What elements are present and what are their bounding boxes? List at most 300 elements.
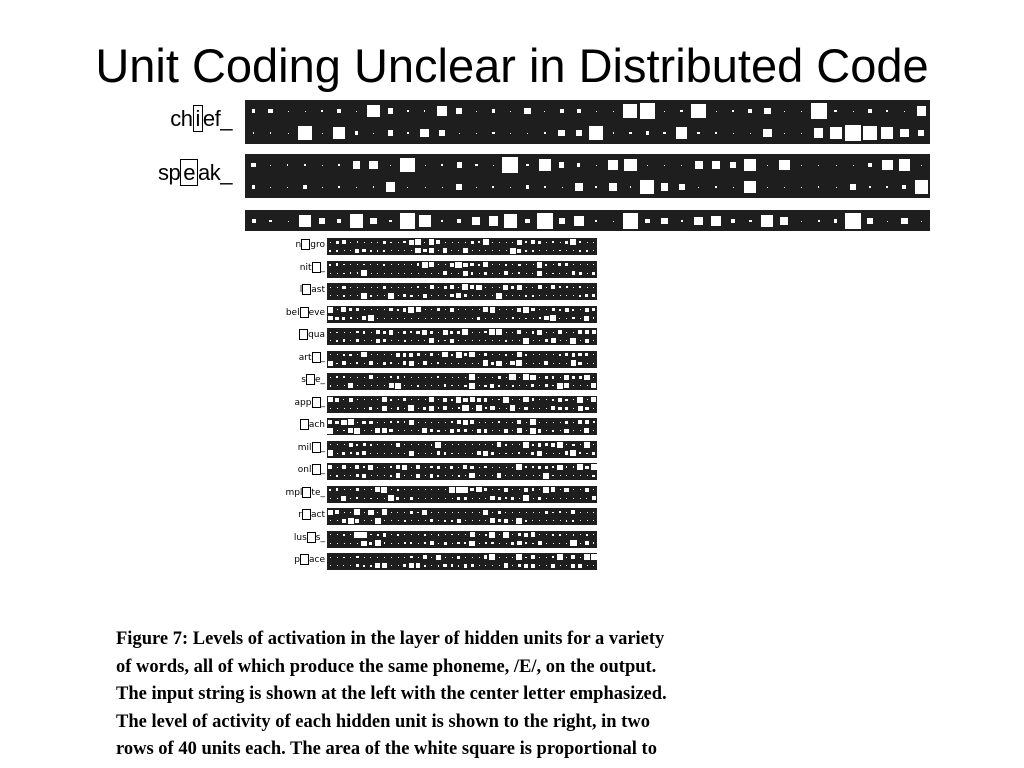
activation-square: [915, 180, 928, 193]
activation-square: [430, 353, 433, 356]
activation-square: [499, 340, 500, 341]
activation-square: [343, 264, 344, 265]
activation-square: [525, 250, 527, 252]
activation-square: [437, 466, 440, 469]
activation-square: [492, 565, 493, 566]
activation-square: [691, 104, 706, 119]
activation-square: [593, 534, 594, 535]
activation-square: [337, 520, 338, 521]
activation-square: [511, 497, 514, 500]
activation-square: [425, 309, 426, 310]
activation-square: [593, 317, 595, 319]
activation-square: [349, 398, 353, 402]
activation-square: [546, 565, 547, 566]
activation-square: [364, 520, 365, 521]
activation-square: [586, 534, 588, 536]
activation-square: [328, 316, 332, 320]
activation-square: [400, 158, 415, 173]
activation-square: [519, 444, 520, 445]
activation-square: [465, 318, 466, 319]
activation-square: [288, 221, 289, 222]
activation-square: [525, 354, 527, 356]
activation-square: [458, 534, 459, 535]
activation-square: [356, 497, 358, 499]
activation-square: [298, 126, 312, 140]
activation-square: [330, 340, 331, 341]
activation-square: [519, 377, 520, 378]
activation-square: [496, 361, 501, 366]
activation-square: [533, 475, 534, 476]
activation-square: [512, 520, 513, 521]
activation-square: [497, 473, 502, 478]
activation-square: [661, 183, 669, 191]
activation-square: [328, 307, 334, 313]
activation-square: [483, 262, 488, 267]
activation-square: [497, 442, 502, 447]
activation-square: [418, 444, 419, 445]
activation-square: [404, 542, 406, 544]
activation-square: [431, 565, 433, 567]
activation-square: [457, 331, 460, 334]
activation-square: [629, 132, 632, 135]
activation-square: [578, 330, 582, 334]
activation-square: [661, 218, 667, 224]
activation-square: [526, 422, 527, 423]
activation-square: [608, 160, 618, 170]
activation-square: [512, 399, 513, 400]
small-row: [270, 506, 610, 527]
input-string-label: s e_: [301, 375, 325, 385]
activation-square: [398, 565, 399, 566]
activation-square: [429, 338, 434, 343]
activation-square: [645, 219, 649, 223]
activation-square: [526, 430, 527, 431]
activation-square: [336, 363, 337, 364]
activation-square: [748, 109, 752, 113]
activation-square: [592, 475, 594, 477]
activation-square: [546, 273, 547, 274]
activation-square: [403, 308, 407, 312]
activation-square: [370, 453, 371, 454]
activation-square: [377, 512, 378, 513]
input-string-label: ch i ef_: [170, 106, 232, 131]
activation-square: [485, 377, 486, 378]
activation-square: [451, 534, 452, 535]
activation-square: [445, 309, 446, 310]
activation-square: [578, 420, 582, 424]
activation-square: [397, 309, 399, 311]
activation-square: [391, 489, 392, 490]
activation-square: [438, 565, 440, 567]
activation-square: [592, 496, 596, 500]
activation-square: [580, 385, 581, 386]
activation-square: [572, 317, 574, 319]
activation-square: [337, 498, 338, 499]
activation-square: [370, 498, 371, 499]
activation-square: [371, 287, 372, 288]
activation-square: [330, 498, 331, 499]
activation-square: [431, 557, 432, 558]
activation-square: [571, 555, 575, 559]
activation-square: [383, 286, 386, 289]
activation-square: [420, 129, 429, 138]
activation-square: [377, 309, 378, 310]
activation-square: [288, 111, 289, 112]
activation-square: [391, 250, 392, 251]
activation-square: [593, 444, 594, 445]
activation-square: [558, 407, 561, 410]
activation-square: [517, 428, 522, 433]
activation-square: [483, 451, 488, 456]
activation-square: [490, 518, 495, 523]
activation-square: [411, 475, 412, 476]
activation-square: [457, 556, 460, 559]
activation-square: [423, 294, 427, 298]
activation-square: [559, 453, 560, 454]
activation-square: [592, 272, 595, 275]
activation-square: [330, 444, 331, 445]
activation-square: [389, 220, 392, 223]
activation-square: [425, 318, 426, 319]
activation-square: [479, 273, 480, 274]
activation-square: [565, 353, 568, 356]
activation-square: [391, 453, 392, 454]
activation-square: [470, 263, 473, 266]
activation-square: [438, 422, 439, 423]
activation-square: [444, 520, 446, 522]
activation-square: [479, 250, 480, 251]
activation-square: [362, 316, 366, 320]
activation-square: [552, 534, 554, 536]
activation-square: [580, 543, 581, 544]
activation-square: [695, 161, 703, 169]
activation-square: [499, 273, 500, 274]
activation-square: [545, 339, 548, 342]
activation-square: [407, 110, 409, 112]
activation-square: [559, 543, 560, 544]
activation-square: [559, 318, 560, 319]
activation-square: [552, 376, 555, 379]
activation-square: [452, 475, 453, 476]
activation-square: [572, 309, 574, 311]
activation-square: [483, 510, 488, 515]
activation-square: [465, 363, 466, 364]
activation-square: [444, 384, 447, 387]
activation-square: [398, 340, 399, 341]
activation-square: [484, 429, 488, 433]
activation-square: [499, 430, 500, 431]
activation-square: [609, 183, 617, 191]
activation-square: [464, 294, 467, 297]
activation-square: [431, 489, 432, 490]
activation-square: [510, 111, 511, 112]
activation-square: [559, 250, 560, 251]
activation-square: [492, 109, 496, 113]
activation-square: [492, 273, 493, 274]
activation-square: [593, 565, 594, 566]
activation-square: [370, 534, 371, 535]
activation-square: [383, 362, 386, 365]
activation-square: [350, 264, 351, 265]
input-string-label: sp e ak_: [158, 160, 232, 185]
activation-square: [438, 399, 439, 400]
activation-square: [458, 242, 459, 243]
activation-square: [457, 519, 461, 523]
activation-square: [573, 264, 574, 265]
activation-square: [538, 466, 541, 469]
activation-square: [477, 451, 481, 455]
activation-square: [398, 399, 399, 400]
activation-square: [356, 474, 359, 477]
activation-square: [572, 353, 576, 357]
activation-square: [458, 250, 459, 251]
activation-square: [252, 109, 255, 112]
activation-square: [356, 362, 358, 364]
activation-square: [566, 520, 568, 522]
activation-square: [328, 361, 333, 366]
activation-square: [484, 385, 486, 387]
activation-square: [526, 453, 527, 454]
activation-square: [570, 540, 576, 546]
activation-square: [479, 534, 480, 535]
activation-square: [463, 263, 467, 267]
activation-square: [902, 185, 906, 189]
activation-square: [288, 133, 289, 134]
activation-square: [485, 565, 486, 566]
activation-square: [499, 565, 500, 566]
activation-square: [451, 363, 452, 364]
activation-square: [566, 557, 567, 558]
activation-square: [383, 241, 386, 244]
activation-square: [305, 111, 306, 112]
activation-square: [539, 557, 540, 558]
activation-square: [429, 248, 434, 253]
activation-square: [505, 264, 507, 266]
activation-square: [552, 399, 554, 401]
activation-square: [498, 519, 501, 522]
activation-square: [697, 132, 700, 135]
activation-square: [388, 108, 393, 113]
activation-square: [512, 309, 513, 310]
activation-square: [330, 332, 331, 333]
activation-square: [444, 286, 447, 289]
activation-square: [730, 162, 737, 169]
activation-square: [640, 103, 655, 118]
activation-square: [492, 377, 493, 378]
activation-square: [369, 361, 373, 365]
activation-square: [546, 534, 547, 535]
activation-square: [439, 130, 445, 136]
activation-square: [613, 221, 614, 222]
activation-square: [479, 467, 480, 468]
activation-square: [868, 163, 872, 167]
activation-square: [539, 534, 540, 535]
activation-square: [551, 285, 555, 289]
activation-square: [512, 430, 513, 431]
activation-square: [404, 520, 406, 522]
activation-square: [470, 488, 473, 491]
activation-square: [398, 557, 399, 558]
activation-square: [328, 510, 333, 515]
activation-square: [343, 430, 344, 431]
activation-square: [422, 262, 428, 268]
activation-square: [418, 363, 419, 364]
activation-square: [364, 498, 365, 499]
activation-square: [445, 318, 446, 319]
activation-square: [418, 489, 419, 490]
activation-square: [484, 466, 486, 468]
activation-square: [537, 271, 542, 276]
activation-square: [485, 542, 487, 544]
activation-square: [417, 353, 420, 356]
activation-square: [445, 475, 446, 476]
activation-square: [544, 111, 545, 112]
activation-square: [375, 540, 381, 546]
activation-square: [350, 340, 351, 341]
activation-square: [571, 564, 575, 568]
activation-square: [425, 489, 426, 490]
activation-square: [416, 331, 419, 334]
activation-square: [577, 109, 580, 112]
activation-square: [342, 240, 346, 244]
activation-square: [471, 272, 474, 275]
activation-square: [377, 422, 378, 423]
activation-square: [350, 377, 351, 378]
activation-square: [330, 385, 332, 387]
activation-square: [404, 430, 405, 431]
activation-square: [531, 240, 535, 244]
activation-square: [472, 309, 473, 310]
activation-square: [901, 218, 908, 225]
activation-square: [767, 187, 768, 188]
activation-square: [585, 541, 589, 545]
activation-square: [402, 465, 407, 470]
activation-square: [593, 354, 594, 355]
activation-square: [551, 564, 555, 568]
activation-square: [483, 239, 489, 245]
activation-square: [512, 557, 513, 558]
activation-square: [733, 133, 734, 134]
activation-square: [376, 330, 380, 334]
activation-square: [411, 340, 412, 341]
activation-square: [573, 250, 574, 251]
activation-square: [811, 103, 827, 119]
activation-square: [533, 340, 534, 341]
activation-square: [442, 187, 443, 188]
activation-square: [499, 318, 500, 319]
activation-square: [516, 518, 522, 524]
activation-square: [438, 498, 439, 499]
activation-square: [438, 340, 440, 342]
activation-square: [375, 487, 380, 492]
activation-square: [336, 250, 338, 252]
activation-square: [425, 399, 426, 400]
activation-square: [368, 510, 373, 515]
activation-square: [845, 213, 861, 229]
activation-square: [377, 467, 378, 468]
activation-square: [593, 250, 594, 251]
activation-square: [357, 385, 358, 386]
activation-square: [573, 466, 575, 468]
activation-square: [750, 133, 751, 134]
activation-square: [576, 130, 582, 136]
activation-square: [499, 354, 500, 355]
activation-square: [519, 408, 520, 409]
activation-square: [269, 220, 271, 222]
activation-square: [485, 318, 486, 319]
activation-square: [252, 185, 255, 188]
activation-square: [404, 250, 405, 251]
activation-square: [344, 444, 345, 445]
activation-square: [425, 165, 426, 166]
activation-square: [492, 242, 493, 243]
activation-bar: [327, 486, 597, 503]
activation-square: [484, 272, 487, 275]
activation-square: [400, 213, 415, 228]
activation-square: [580, 309, 581, 310]
activation-square: [484, 331, 486, 333]
activation-square: [430, 519, 433, 522]
activation-square: [337, 565, 338, 566]
activation-square: [404, 385, 405, 386]
activation-square: [429, 239, 435, 245]
activation-square: [499, 287, 500, 288]
activation-square: [398, 264, 399, 265]
activation-square: [503, 532, 509, 538]
activation-square: [409, 240, 414, 245]
activation-square: [526, 164, 529, 167]
activation-square: [526, 273, 527, 274]
activation-square: [418, 399, 419, 400]
activation-square: [452, 408, 453, 409]
activation-square: [417, 512, 418, 513]
activation-square: [524, 533, 528, 537]
activation-square: [834, 219, 837, 222]
activation-square: [512, 273, 513, 274]
activation-square: [431, 318, 432, 319]
small-row: [270, 484, 610, 505]
activation-square: [430, 331, 433, 334]
activation-square: [397, 534, 399, 536]
activation-square: [287, 187, 288, 188]
activation-square: [585, 294, 588, 297]
activation-square: [559, 273, 560, 274]
activation-square: [418, 422, 419, 423]
activation-square: [356, 452, 359, 455]
activation-square: [369, 161, 377, 169]
activation-square: [418, 453, 419, 454]
activation-square: [381, 487, 387, 493]
activation-square: [553, 295, 554, 296]
activation-bar: [327, 418, 597, 435]
activation-square: [680, 110, 683, 113]
activation-square: [357, 318, 358, 319]
activation-square: [384, 354, 385, 355]
activation-square: [391, 287, 392, 288]
activation-square: [479, 340, 480, 341]
activation-square: [532, 488, 535, 491]
activation-square: [397, 407, 400, 410]
activation-square: [371, 430, 372, 431]
activation-square: [716, 111, 717, 112]
activation-bar: [327, 373, 597, 390]
activation-square: [364, 408, 365, 409]
activation-square: [342, 452, 345, 455]
activation-square: [437, 362, 439, 364]
activation-square: [328, 397, 333, 402]
activation-square: [560, 242, 561, 243]
activation-square: [484, 353, 487, 356]
